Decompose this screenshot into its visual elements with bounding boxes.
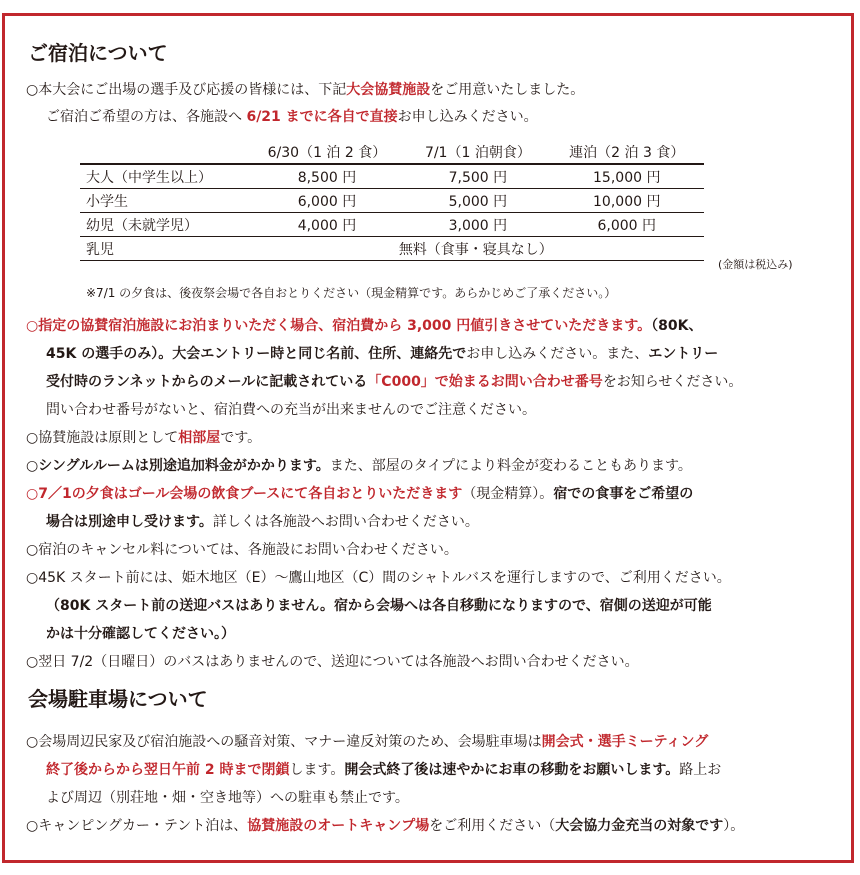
tax-note: (金額は税込み) — [718, 258, 793, 271]
single-room-line: ○シングルルームは別途追加料金がかかります。また、部屋のタイプにより料金が変わることもあります。 — [26, 458, 692, 474]
price-cell: 3,000 円 — [406, 213, 549, 237]
price-cell: 無料（食事・寝具なし） — [248, 237, 704, 261]
price-cell: 5,000 円 — [406, 189, 549, 213]
parking-line-2: 終了後からから翌日午前 2 時まで閉鎖します。開会式終了後は速やかにお車の移動をお願いします。路上お — [46, 762, 722, 778]
parking-heading: 会場駐車場について — [28, 687, 208, 711]
shared-room-line: ○協賛施設は原則として相部屋です。 — [26, 430, 262, 446]
table-row — [80, 164, 704, 189]
price-cell: 15,000 円 — [549, 164, 704, 189]
price-cell: 7,500 円 — [406, 164, 549, 189]
parking-line-3: よび周辺（別荘地・畑・空き地等）への駐車も禁止です。 — [46, 790, 409, 806]
lodging-intro-line-1: ○本大会にご出場の選手及び応援の皆様には、下記大会協賛施設をご用意いたしました。 — [26, 82, 585, 98]
shuttle-line-2: （80K スタート前の送迎バスはありません。宿から会場へは各自移動になりますので、宿側の送迎が可能 — [46, 598, 712, 614]
price-cell: 4,000 円 — [248, 213, 407, 237]
table-row — [80, 189, 704, 213]
camping-line: ○キャンピングカー・テント泊は、協賛施設のオートキャンプ場をご利用ください（大会協力金充当の対象です）。 — [26, 818, 745, 834]
discount-line-4: 問い合わせ番号がないと、宿泊費への充当が出来ませんのでご注意ください。 — [46, 402, 536, 418]
table-header: 連泊（2 泊 3 食） — [549, 140, 704, 164]
shuttle-line-1: ○45K スタート前には、姫木地区（E）～鷹山地区（C）間のシャトルバスを運行しますので、ご利用ください。 — [26, 570, 731, 586]
dinner-line-1: ○7／1の夕食はゴール会場の飲食ブースにて各自おとりいただきます（現金精算）。宿での食事をご希望の — [26, 486, 694, 502]
row-label: 幼児（未就学児） — [80, 213, 248, 237]
dinner-line-2: 場合は別途申し受けます。詳しくは各施設へお問い合わせください。 — [46, 514, 479, 530]
cancel-line: ○宿泊のキャンセル料については、各施設にお問い合わせください。 — [26, 542, 458, 558]
price-cell: 10,000 円 — [549, 189, 704, 213]
row-label: 乳児 — [80, 237, 248, 261]
table-header: 7/1（1 泊朝食） — [406, 140, 549, 164]
table-row — [80, 213, 704, 237]
price-cell: 8,500 円 — [248, 164, 407, 189]
parking-line-1: ○会場周辺民家及び宿泊施設への騒音対策、マナー違反対策のため、会場駐車場は開会式・選手ミーティング — [26, 734, 709, 750]
price-cell: 6,000 円 — [549, 213, 704, 237]
lodging-intro-line-2: ご宿泊ご希望の方は、各施設へ 6/21 までに各自で直接お申し込みください。 — [46, 109, 538, 125]
lodging-heading: ご宿泊について — [28, 41, 168, 65]
shuttle-line-3: かは十分確認してください。） — [46, 626, 235, 642]
table-row — [80, 237, 704, 261]
discount-line-2: 45K の選手のみ）。大会エントリー時と同じ名前、住所、連絡先でお申し込みください。また、エントリー — [46, 346, 719, 362]
discount-line-1: ○指定の協賛宿泊施設にお泊まりいただく場合、宿泊費から 3,000 円値引きさせていただきます。（80K、 — [26, 318, 703, 334]
row-label: 小学生 — [80, 189, 248, 213]
dinner-note: ※7/1 の夕食は、後夜祭会場で各自おとりください（現金精算です。あらかじめご了承ください。） — [86, 286, 617, 300]
row-label: 大人（中学生以上） — [80, 164, 248, 189]
table-header — [80, 140, 248, 164]
price-table-header — [80, 140, 704, 164]
price-cell: 6,000 円 — [248, 189, 407, 213]
table-header: 6/30（1 泊 2 食） — [248, 140, 407, 164]
next-day-line: ○翌日 7/2（日曜日）のバスはありませんので、送迎については各施設へお問い合わせください。 — [26, 654, 639, 670]
price-table — [80, 140, 704, 261]
discount-line-3: 受付時のランネットからのメールに記載されている「C000」で始まるお問い合わせ番号をお知らせください。 — [46, 374, 743, 390]
